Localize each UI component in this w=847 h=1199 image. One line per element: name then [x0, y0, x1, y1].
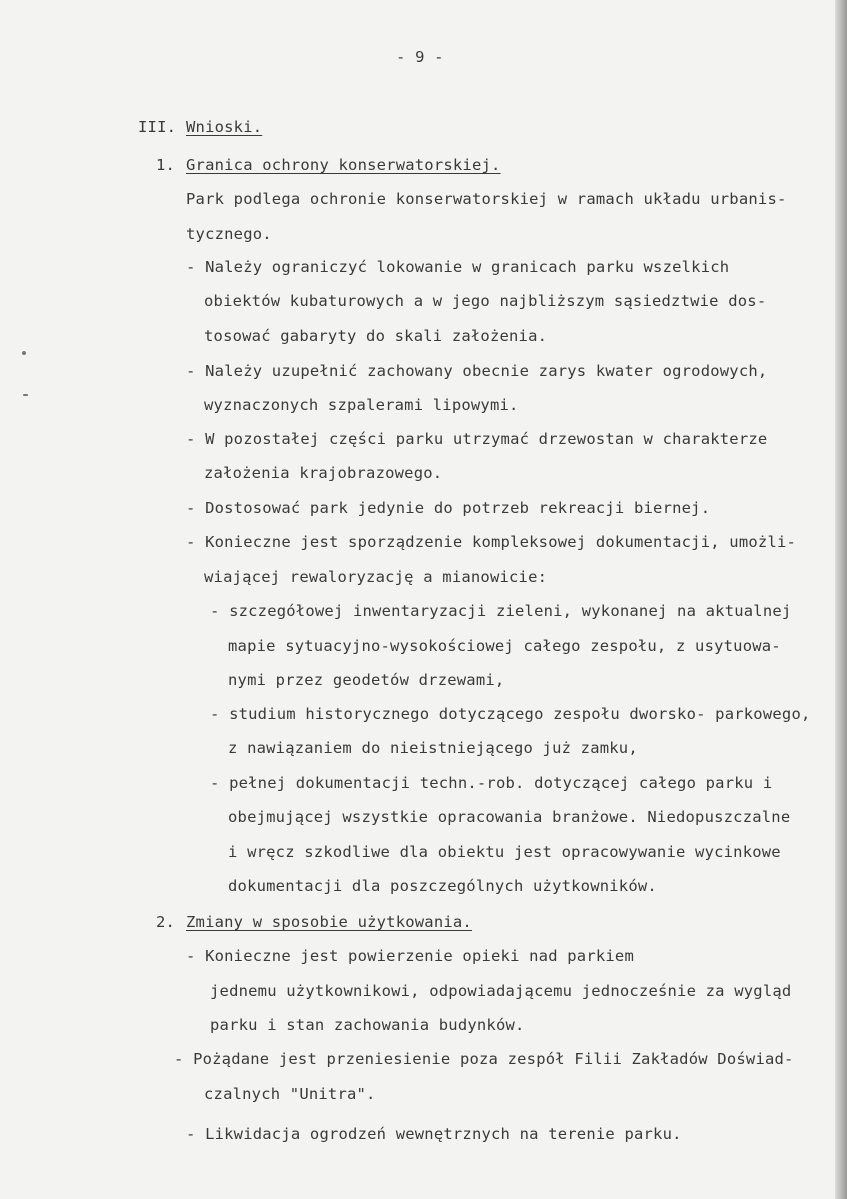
- margin-dash: [23, 394, 28, 396]
- item-2-heading: Zmiany w sposobie użytkowania.: [186, 913, 472, 931]
- item-2-number: 2.: [156, 913, 176, 931]
- section-title: Wnioski.: [186, 118, 263, 136]
- text-line: tycznego.: [186, 225, 272, 243]
- page-number: - 9 -: [396, 48, 444, 66]
- page-edge-shadow: [835, 0, 847, 1199]
- text-line: Park podlega ochronie konserwatorskiej w ramach układu urbanis-: [186, 190, 787, 208]
- text-line: - Pożądane jest przeniesienie poza zespół Filii Zakładów Doświad-: [174, 1050, 794, 1068]
- item-1-number: 1.: [156, 156, 176, 174]
- text-line: mapie sytuacyjno-wysokościowej całego zespołu, z usytuowa-: [228, 637, 781, 655]
- text-line: parku i stan zachowania budynków.: [210, 1016, 525, 1034]
- item-1-heading: Granica ochrony konserwatorskiej.: [186, 156, 501, 174]
- text-line: obiektów kubaturowych a w jego najbliższym sąsiedztwie dos-: [204, 292, 767, 310]
- text-line: i wręcz szkodliwe dla obiektu jest opracowywanie wycinkowe: [228, 843, 781, 861]
- text-line: - szczegółowej inwentaryzacji zieleni, wykonanej na aktualnej: [210, 602, 792, 620]
- text-line: tosować gabaryty do skali założenia.: [204, 327, 548, 345]
- text-line: - Likwidacja ogrodzeń wewnętrznych na terenie parku.: [186, 1125, 682, 1143]
- text-line: - studium historycznego dotyczącego zespołu dworsko- parkowego,: [210, 705, 811, 723]
- text-line: czalnych "Unitra".: [204, 1085, 376, 1103]
- text-line: - Należy ograniczyć lokowanie w granicach parku wszelkich: [186, 258, 730, 276]
- text-line: z nawiązaniem do nieistniejącego już zamku,: [228, 739, 638, 757]
- text-line: dokumentacji dla poszczególnych użytkowników.: [228, 877, 657, 895]
- text-line: - Dostosować park jedynie do potrzeb rekreacji biernej.: [186, 499, 711, 517]
- section-number: III.: [138, 118, 177, 136]
- text-line: wyznaczonych szpalerami lipowymi.: [204, 396, 519, 414]
- text-line: - Konieczne jest powierzenie opieki nad parkiem: [186, 947, 634, 965]
- margin-dot: [22, 351, 26, 355]
- text-line: obejmującej wszystkie opracowania branżowe. Niedopuszczalne: [228, 808, 791, 826]
- text-line: - Należy uzupełnić zachowany obecnie zarys kwater ogrodowych,: [186, 362, 768, 380]
- text-line: - W pozostałej części parku utrzymać drzewostan w charakterze: [186, 430, 768, 448]
- text-line: - pełnej dokumentacji techn.-rob. dotyczącej całego parku i: [210, 774, 773, 792]
- text-line: - Konieczne jest sporządzenie kompleksowej dokumentacji, umożli-: [186, 533, 797, 551]
- text-line: jednemu użytkownikowi, odpowiadającemu jednocześnie za wygląd: [210, 982, 792, 1000]
- text-line: nymi przez geodetów drzewami,: [228, 671, 505, 689]
- text-line: założenia krajobrazowego.: [204, 464, 443, 482]
- text-line: wiającej rewaloryzację a mianowicie:: [204, 568, 548, 586]
